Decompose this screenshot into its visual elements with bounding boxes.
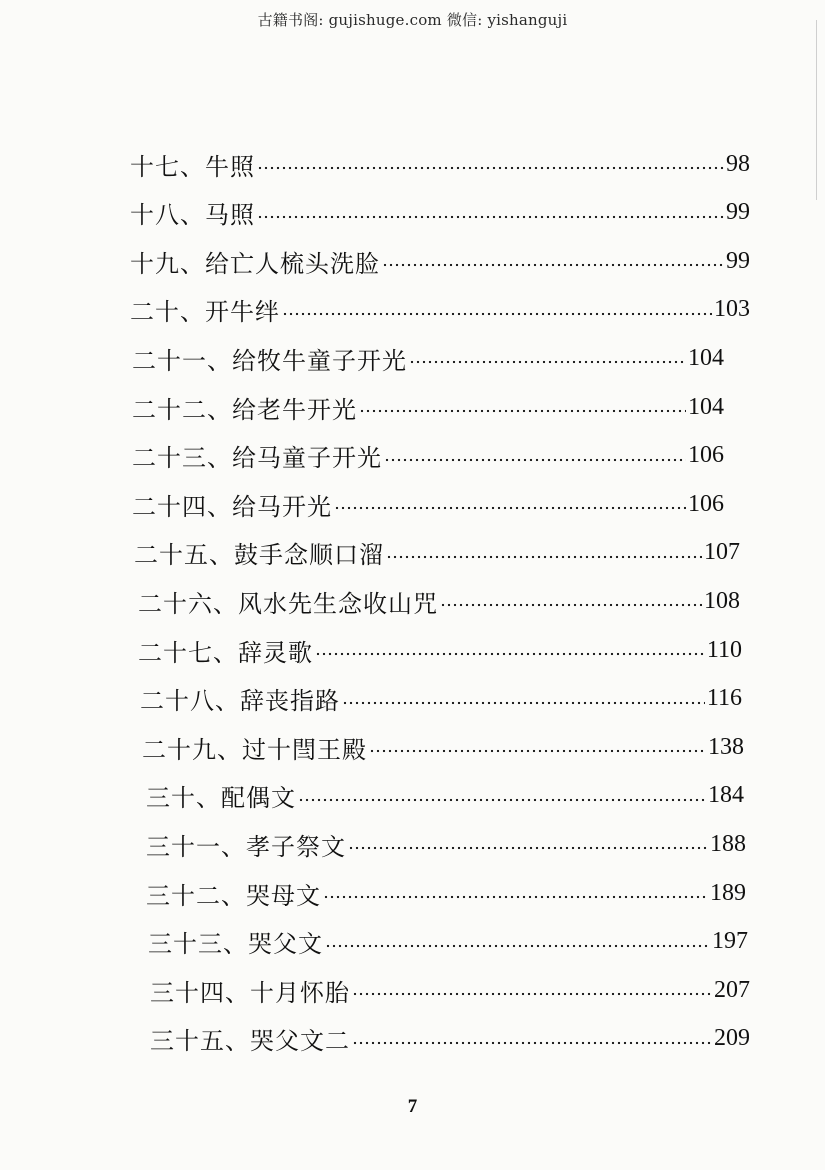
toc-entry-page: 188 — [710, 830, 746, 857]
toc-entry-page: 106 — [688, 490, 724, 517]
dot-leader — [257, 215, 724, 219]
toc-entry — [146, 871, 746, 915]
toc-entry-page: 98 — [726, 150, 750, 177]
toc-entry — [138, 579, 740, 623]
toc-entry-title: 十七、牛照 — [130, 152, 255, 181]
toc-entry-title: 二十八、辞丧指路 — [140, 687, 340, 716]
dot-leader — [409, 360, 686, 364]
toc-entry-page: 99 — [726, 247, 750, 274]
page-edge-line — [816, 20, 817, 200]
dot-leader — [352, 1041, 712, 1045]
toc-entry — [146, 774, 744, 818]
toc-entry-title: 二十二、给老牛开光 — [132, 395, 357, 424]
toc-entry — [140, 677, 742, 721]
toc-entry-title: 三十四、十月怀胎 — [150, 978, 350, 1007]
toc-entry-title: 二十三、给马童子开光 — [132, 444, 382, 473]
dot-leader — [348, 846, 708, 850]
dot-leader — [315, 652, 705, 656]
toc-entry — [150, 968, 750, 1012]
dot-leader — [282, 312, 712, 316]
toc-entry-title: 二十五、鼓手念顺口溜 — [134, 541, 384, 570]
toc-entry-page: 104 — [688, 393, 724, 420]
dot-leader — [323, 895, 708, 899]
toc-entry — [132, 336, 724, 380]
dot-leader — [386, 555, 702, 559]
toc-entry — [130, 239, 750, 283]
toc-entry — [150, 1017, 750, 1061]
toc-entry-page: 108 — [704, 587, 740, 614]
toc-entry — [142, 725, 744, 769]
toc-entry-title: 二十一、给牧牛童子开光 — [132, 346, 407, 375]
toc-entry — [134, 531, 740, 575]
toc-entry-title: 三十、配偶文 — [146, 784, 296, 813]
toc-entry-title: 三十一、孝子祭文 — [146, 832, 346, 861]
dot-leader — [325, 944, 710, 948]
toc-entry-page: 138 — [708, 733, 744, 760]
toc-entry — [132, 385, 724, 429]
toc-entry-page: 110 — [706, 636, 742, 663]
toc-entry — [130, 288, 750, 332]
toc-entry — [148, 920, 748, 964]
toc-entry-title: 十九、给亡人梳头洗脸 — [130, 249, 380, 278]
toc-entry — [138, 628, 742, 672]
toc-entry — [132, 482, 724, 526]
toc-entry-page: 103 — [714, 296, 750, 323]
dot-leader — [382, 263, 724, 267]
dot-leader — [334, 506, 686, 510]
dot-leader — [298, 798, 706, 802]
dot-leader — [369, 749, 706, 753]
toc-entry-page: 116 — [706, 685, 742, 712]
toc-entry-title: 二十九、过十閆王殿 — [142, 735, 367, 764]
toc-entry-title: 二十、开牛绊 — [130, 298, 280, 327]
dot-leader — [257, 166, 724, 170]
toc-entry-title: 二十七、辞灵歌 — [138, 638, 313, 667]
dot-leader — [440, 603, 702, 607]
dot-leader — [384, 458, 686, 462]
toc-entry — [132, 434, 724, 478]
page-number: 7 — [407, 1096, 418, 1117]
toc-entry-page: 99 — [726, 199, 750, 226]
dot-leader — [342, 701, 705, 705]
toc-entry-page: 106 — [688, 442, 724, 469]
toc-entry-page: 104 — [688, 344, 724, 371]
toc-entry-page: 184 — [708, 782, 744, 809]
toc-entry-page: 107 — [704, 539, 740, 566]
toc-entry-page: 209 — [714, 1025, 750, 1052]
toc-entry — [146, 822, 746, 866]
toc-entry-title: 二十四、给马开光 — [132, 492, 332, 521]
toc-entry-title: 三十三、哭父文 — [148, 930, 323, 959]
dot-leader — [352, 992, 712, 996]
dot-leader — [359, 409, 686, 413]
header-watermark: 古籍书阁: gujishuge.com 微信: yishanguji — [257, 11, 568, 29]
toc-entry-title: 十八、马照 — [130, 201, 255, 230]
toc-entry-title: 三十五、哭父文二 — [150, 1027, 350, 1056]
toc-entry-page: 207 — [714, 976, 750, 1003]
toc-entry-page: 197 — [712, 928, 748, 955]
toc-entry-title: 三十二、哭母文 — [146, 881, 321, 910]
toc-entry — [130, 191, 750, 235]
toc-entry-title: 二十六、风水先生念收山咒 — [138, 589, 438, 618]
toc-entry-page: 189 — [710, 879, 746, 906]
toc-entry — [130, 142, 750, 186]
